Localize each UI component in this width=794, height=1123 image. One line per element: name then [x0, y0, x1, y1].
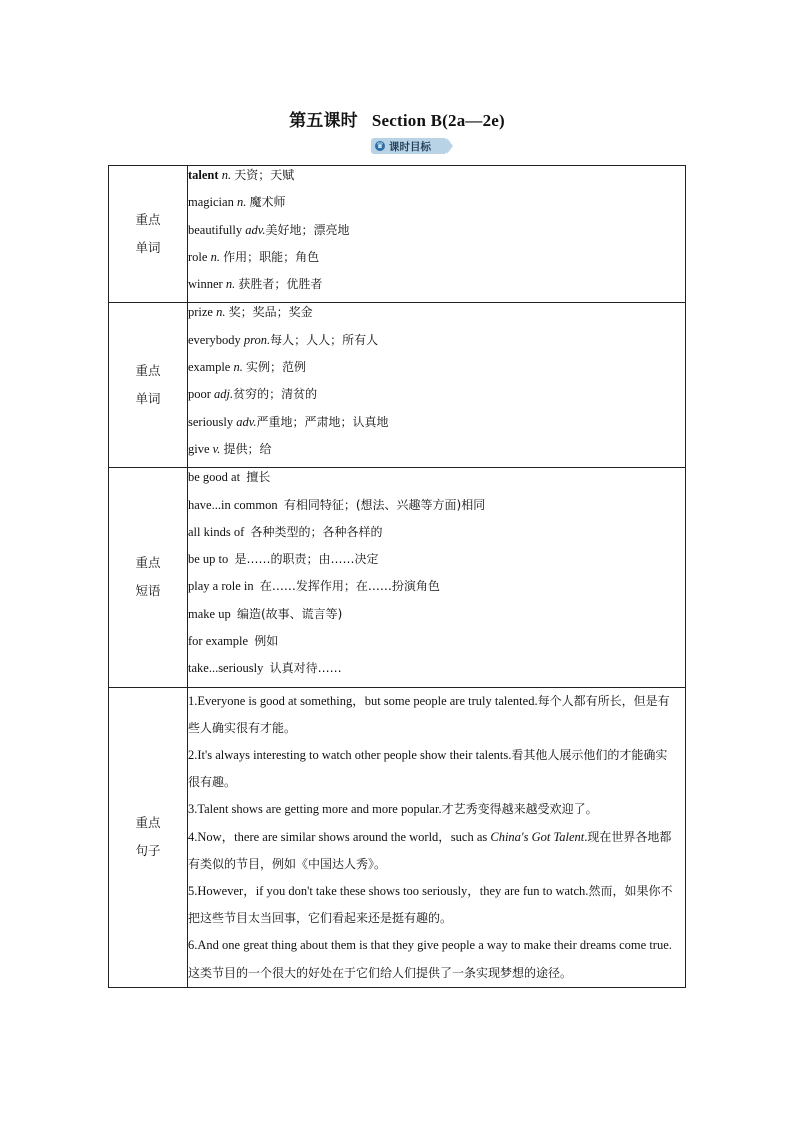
list-item: beautifully adv.美好地；漂亮地 [188, 222, 350, 237]
table-row [109, 166, 686, 303]
sentence-item: 5.However，if you don't take these shows too seriously，they are fun to watch.然而，如果你不把这些节目太当回事，它们看起来还是挺有趣的。 [188, 884, 673, 926]
row-content [188, 303, 686, 468]
row-label: 重点 句子 [109, 687, 188, 987]
list-item: role n. 作用；职能；角色 [188, 249, 320, 264]
list-item: example n. 实例；范例 [188, 360, 306, 375]
sentence-item: 2.It's always interesting to watch other people show their talents.看其他人展示他们的才能确实很有趣。 [188, 748, 668, 790]
badge-arrow [447, 138, 453, 154]
title-section: Section B(2a—2e) [371, 111, 505, 130]
badge-label: 课时目标 [389, 141, 431, 153]
list-item: for example 例如 [188, 634, 279, 649]
sentence-item: 3.Talent shows are getting more and more popular.才艺秀变得越来越受欢迎了。 [188, 802, 598, 817]
list-item: be good at 擅长 [188, 470, 271, 485]
table-row [109, 468, 686, 687]
row-label: 重点 单词 [109, 166, 188, 303]
list-item: prize n. 奖；奖品；奖金 [188, 305, 313, 320]
list-item: magician n. 魔术师 [188, 195, 286, 210]
list-item: poor adj.贫穷的；清贫的 [188, 387, 318, 402]
sentence-item: 6.And one great thing about them is that they give people a way to make their dreams come true.这类节目的一个很大的好处在于它们给人们提供了一条实现梦想的途径。 [188, 938, 672, 980]
list-item: winner n. 获胜者；优胜者 [188, 277, 323, 292]
row-content [188, 166, 686, 303]
row-content [188, 687, 686, 987]
list-item: make up 编造(故事、谎言等) [188, 606, 343, 621]
list-item: everybody pron.每人；人人；所有人 [188, 332, 379, 347]
page-title [0, 106, 794, 131]
sentence-item: 4.Now，there are similar shows around the world，such as China's Got Talent.现在世界各地都有类似的节目，例如《中国达人秀》。 [188, 829, 672, 871]
title-cn: 第五课时 [289, 111, 358, 131]
sentence-item: 1.Everyone is good at something，but some people are truly talented.每个人都有所长，但是有些人确实很有才能。 [188, 693, 670, 735]
row-content [188, 468, 686, 687]
table-row [109, 687, 686, 987]
row-label: 重点 单词 [109, 303, 188, 468]
list-item: play a role in 在……发挥作用；在……扮演角色 [188, 579, 440, 594]
list-item: seriously adv.严重地；严肃地；认真地 [188, 414, 389, 429]
list-item: talent n. 天资；天赋 [188, 168, 295, 182]
lesson-goal-badge [371, 138, 447, 154]
list-item: give v. 提供；给 [188, 441, 272, 456]
row-label: 重点 短语 [109, 468, 188, 687]
trophy-icon: ♛ [376, 141, 384, 150]
list-item: all kinds of 各种类型的；各种各样的 [188, 524, 383, 539]
list-item: be up to 是……的职责；由……决定 [188, 552, 379, 567]
list-item: take...seriously 认真对待…… [188, 661, 342, 676]
goal-table [108, 165, 686, 988]
table-row [109, 303, 686, 468]
list-item: have...in common 有相同特征；(想法、兴趣等方面)相同 [188, 497, 486, 512]
